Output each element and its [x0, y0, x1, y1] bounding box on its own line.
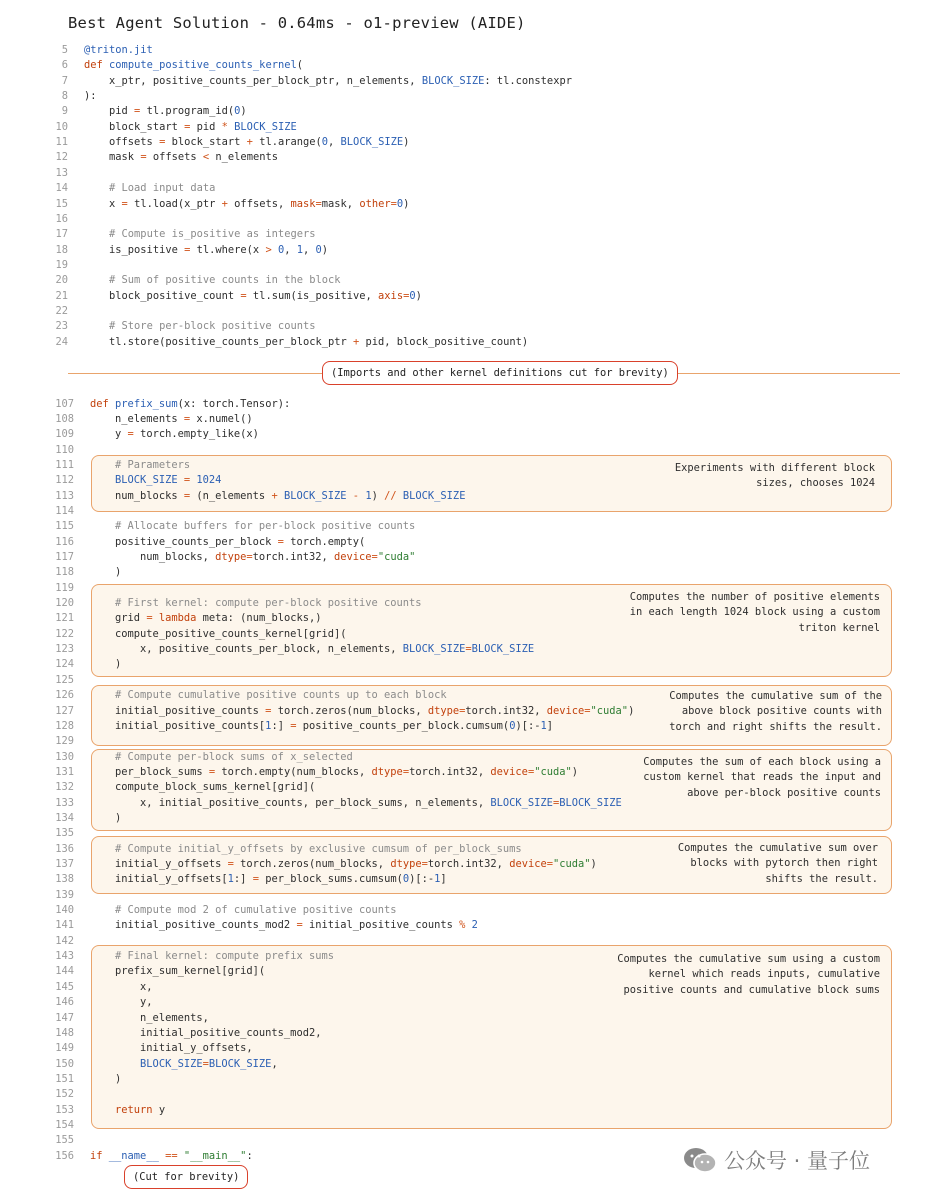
code-text: return y: [115, 1103, 166, 1116]
code-text: # Compute per-block sums of x_selected: [115, 750, 353, 763]
code-text: y = torch.empty_like(x): [90, 428, 259, 441]
line-number: 114: [55, 504, 74, 517]
code-text: pid = tl.program_id(0): [84, 105, 247, 118]
watermark: [682, 1146, 870, 1174]
code-text: offsets = block_start + tl.arange(0, BLOCK_SIZE): [84, 136, 410, 149]
line-number: 132: [55, 781, 74, 794]
annotation-note: Computes the cumulative sum using a custom kernel which reads inputs, cumulative positive counts and cumulative block sums: [617, 953, 880, 996]
line-number: 115: [55, 520, 74, 533]
line-number: 9: [61, 105, 68, 118]
line-number: 10: [55, 120, 68, 133]
annotation-note: Computes the cumulative sum over blocks with pytorch then right shifts the result.: [677, 842, 878, 885]
line-number: 138: [55, 873, 74, 886]
line-number: 150: [55, 1057, 74, 1070]
line-number: 118: [55, 566, 74, 579]
line-number: 21: [55, 289, 68, 302]
annotation-note: Experiments with different block sizes, chooses 1024: [674, 462, 875, 490]
code-text: compute_block_sums_kernel[grid](: [90, 781, 316, 794]
page-title: Best Agent Solution - 0.64ms - o1-preview (AIDE): [68, 14, 526, 32]
line-number: 121: [55, 612, 74, 625]
code-text: initial_y_offsets,: [90, 1042, 253, 1055]
line-number: 15: [55, 197, 68, 210]
line-number: 153: [55, 1103, 74, 1116]
code-text: BLOCK_SIZE=BLOCK_SIZE,: [140, 1057, 278, 1070]
code-text: BLOCK_SIZE = 1024: [115, 474, 222, 487]
section-divider-right: [662, 373, 900, 374]
code-text: compute_positive_counts_kernel[grid](: [90, 627, 347, 640]
line-number: 116: [55, 535, 74, 548]
code-text: initial_y_offsets[1:] = per_block_sums.cumsum(0)[:-1]: [90, 873, 447, 886]
line-number: 109: [55, 428, 74, 441]
code-text: x,: [90, 980, 153, 993]
section-divider-left: [68, 373, 322, 374]
line-number: 148: [55, 1026, 74, 1039]
code-text: ):: [84, 90, 97, 103]
code-text: if __name__ == "__main__":: [90, 1149, 253, 1162]
line-number: 113: [55, 489, 74, 502]
code-text: initial_positive_counts = torch.zeros(num_blocks, dtype=torch.int32, device="cuda"): [90, 704, 635, 717]
code-text: x, positive_counts_per_block, n_elements, BLOCK_SIZE=BLOCK_SIZE: [90, 643, 535, 656]
code-text: # Allocate buffers for per-block positive counts: [115, 520, 416, 533]
line-number: 129: [55, 735, 74, 748]
line-number: 128: [55, 719, 74, 732]
annotation-note: Computes the sum of each block using a custom kernel that reads the input and above per-block positive counts: [643, 756, 881, 799]
line-number: 155: [55, 1134, 74, 1147]
code-text: y,: [90, 996, 153, 1009]
code-text: # Compute cumulative positive counts up to each block: [115, 689, 447, 702]
code-text: positive_counts_per_block = torch.empty(: [90, 535, 366, 548]
line-number: 19: [55, 258, 68, 271]
line-number: 134: [55, 811, 74, 824]
code-text: block_positive_count = tl.sum(is_positive, axis=0): [84, 289, 422, 302]
line-number: 18: [55, 243, 68, 256]
code-text: grid = lambda meta: (num_blocks,): [90, 612, 322, 625]
line-number: 147: [55, 1011, 74, 1024]
code-text: # Load input data: [109, 182, 216, 195]
code-text: initial_positive_counts_mod2 = initial_positive_counts % 2: [90, 919, 478, 932]
line-number: 5: [61, 44, 68, 56]
line-number: 131: [55, 765, 74, 778]
line-number: 133: [55, 796, 74, 809]
line-number: 122: [55, 627, 74, 640]
code-text: @triton.jit: [84, 44, 153, 56]
line-number: 154: [55, 1118, 74, 1131]
code-text: def prefix_sum(x: torch.Tensor):: [90, 397, 291, 410]
line-number: 143: [55, 950, 74, 963]
line-number: 117: [55, 551, 74, 563]
code-text: x, initial_positive_counts, per_block_sums, n_elements, BLOCK_SIZE=BLOCK_SIZE: [90, 796, 622, 809]
code-text: # Compute is_positive as integers: [109, 228, 316, 241]
code-text: tl.store(positive_counts_per_block_ptr + pid, block_positive_count): [84, 335, 529, 348]
line-number: 23: [55, 320, 68, 333]
line-number: 152: [55, 1088, 74, 1101]
code-text: initial_y_offsets = torch.zeros(num_blocks, dtype=torch.int32, device="cuda"): [90, 858, 597, 870]
line-number: 127: [55, 704, 74, 717]
code-text: def compute_positive_counts_kernel(: [84, 59, 303, 72]
line-number: 108: [55, 412, 74, 425]
code-text: n_elements,: [90, 1011, 209, 1024]
line-number: 112: [55, 474, 74, 487]
line-number: 22: [55, 304, 68, 317]
line-number: 139: [55, 888, 74, 901]
line-number: 12: [55, 151, 68, 164]
line-number: 135: [55, 827, 74, 840]
line-number: 151: [55, 1072, 74, 1085]
line-number: 123: [55, 643, 74, 656]
code-text: # Parameters: [115, 458, 191, 471]
line-number: 142: [55, 934, 74, 947]
code-text: # Compute initial_y_offsets by exclusive cumsum of per_block_sums: [115, 842, 522, 855]
line-number: 14: [55, 182, 68, 195]
line-number: 149: [55, 1042, 74, 1055]
line-number: 11: [55, 136, 68, 149]
code-text: mask = offsets < n_elements: [84, 151, 278, 164]
line-number: 16: [55, 212, 68, 225]
imports-cut-label: (Imports and other kernel definitions cut for brevity): [322, 361, 678, 385]
line-number: 111: [55, 458, 74, 471]
line-number: 156: [55, 1149, 74, 1162]
line-number: 13: [55, 166, 68, 179]
line-number: 107: [55, 397, 74, 410]
main-cut-label: (Cut for brevity): [124, 1165, 248, 1189]
code-text: # Compute mod 2 of cumulative positive counts: [115, 904, 397, 917]
code-text: x_ptr, positive_counts_per_block_ptr, n_elements, BLOCK_SIZE: tl.constexpr: [84, 74, 572, 87]
line-number: 120: [55, 597, 74, 610]
code-text: num_blocks, dtype=torch.int32, device="cuda": [90, 551, 416, 563]
line-number: 130: [55, 750, 74, 763]
line-number: 8: [61, 90, 68, 103]
line-number: 17: [55, 228, 68, 241]
code-text: # Sum of positive counts in the block: [109, 274, 341, 287]
wechat-icon: [682, 1146, 718, 1174]
annotation-note: Computes the cumulative sum of the above block positive counts with torch and right shifts the result.: [669, 690, 882, 733]
line-number: 136: [55, 842, 74, 855]
code-text: # Store per-block positive counts: [109, 320, 316, 333]
line-number: 124: [55, 658, 74, 671]
code-text: prefix_sum_kernel[grid](: [90, 965, 266, 978]
code-text: initial_positive_counts_mod2,: [90, 1026, 322, 1039]
code-text: is_positive = tl.where(x > 0, 1, 0): [84, 243, 329, 256]
code-text: per_block_sums = torch.empty(num_blocks, dtype=torch.int32, device="cuda"): [90, 765, 579, 778]
line-number: 125: [55, 673, 74, 686]
code-text: ): [90, 1072, 122, 1085]
code-text: ): [90, 566, 122, 579]
watermark-label: 公众号 · 量子位: [724, 1149, 871, 1173]
line-number: 20: [55, 274, 68, 287]
line-number: 137: [55, 858, 74, 870]
code-text: # First kernel: compute per-block positive counts: [115, 597, 422, 610]
line-number: 126: [55, 689, 74, 702]
line-number: 6: [61, 59, 68, 72]
line-number: 110: [55, 443, 74, 456]
code-text: num_blocks = (n_elements + BLOCK_SIZE - 1) // BLOCK_SIZE: [90, 489, 466, 502]
line-number: 141: [55, 919, 74, 932]
code-text: x = tl.load(x_ptr + offsets, mask=mask, other=0): [84, 197, 410, 210]
code-text: # Final kernel: compute prefix sums: [115, 950, 334, 963]
annotation-note: Computes the number of positive elements in each length 1024 block using a custom triton kernel: [629, 591, 880, 634]
code-text: initial_positive_counts[1:] = positive_counts_per_block.cumsum(0)[:-1]: [90, 719, 554, 732]
code-text: ): [90, 658, 122, 671]
line-number: 24: [55, 335, 68, 348]
code-text: block_start = pid * BLOCK_SIZE: [84, 120, 297, 133]
line-number: 119: [55, 581, 74, 594]
code-text: ): [90, 811, 122, 824]
line-number: 145: [55, 980, 74, 993]
code-text: n_elements = x.numel(): [90, 412, 253, 425]
line-number: 144: [55, 965, 74, 978]
line-number: 140: [55, 904, 74, 917]
line-number: 146: [55, 996, 74, 1009]
line-number: 7: [61, 74, 68, 87]
